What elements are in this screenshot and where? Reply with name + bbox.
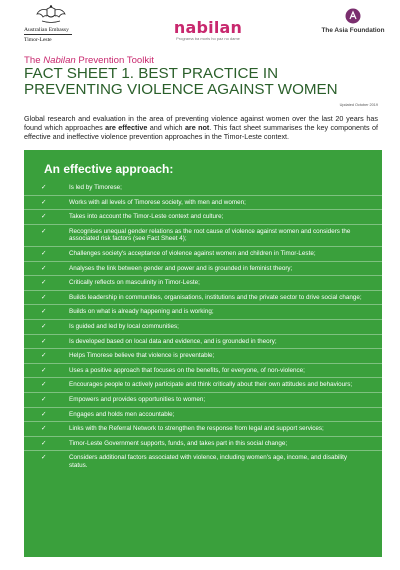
embassy-divider <box>24 34 72 35</box>
checkmark-icon: ✓ <box>41 279 47 287</box>
list-item <box>24 392 382 407</box>
checkmark-icon: ✓ <box>41 213 47 221</box>
embassy-country: Timor-Leste <box>24 37 52 44</box>
checkmark-icon: ✓ <box>41 454 47 462</box>
list-item <box>24 275 382 290</box>
list-item-text: Considers additional factors associated with violence, including women's age, income, and disability status. <box>69 454 348 469</box>
checkmark-icon: ✓ <box>41 366 47 374</box>
list-item-text: Uses a positive approach that focuses on the benefits, for everyone, of non-violence; <box>69 366 305 374</box>
list-item <box>24 450 382 472</box>
list-item-text: Engages and holds men accountable; <box>69 410 175 418</box>
list-item <box>24 209 382 224</box>
intro-bold-not: are not <box>184 123 210 132</box>
list-item-text: Works with all levels of Timorese society, with men and women; <box>69 198 246 206</box>
list-item <box>24 363 382 378</box>
list-item-text: Timor-Leste Government supports, funds, and takes part in this social change; <box>69 439 288 447</box>
checkmark-icon: ✓ <box>41 184 47 191</box>
box-heading: An effective approach: <box>44 162 174 176</box>
intro-text-1: Global research and evaluation in the area of preventing violence against women over the last 20 years has found which approaches <box>24 114 378 132</box>
list-item-text: Critically reflects on masculinity in Timor-Leste; <box>69 279 200 287</box>
list-item-text: Recognises unequal gender relations as the root cause of violence against women and considers the associated risk factors (see Fact Sheet 4); <box>69 227 351 243</box>
list-item-text: Helps Timorese believe that violence is preventable; <box>69 352 215 360</box>
intro-bold-effective: are effective <box>105 123 148 132</box>
list-item <box>24 421 382 436</box>
checkmark-icon: ✓ <box>41 293 47 301</box>
coat-of-arms-icon <box>34 5 68 25</box>
checkmark-icon: ✓ <box>41 395 47 403</box>
embassy-name: Australian Embassy <box>24 27 69 33</box>
toolkit-suffix: Prevention Toolkit <box>75 55 154 66</box>
list-item <box>24 224 382 246</box>
list-item <box>24 407 382 422</box>
checkmark-icon: ✓ <box>41 249 47 257</box>
list-item-text: Builds leadership in communities, organisations, institutions and the private sector to drive social change; <box>69 293 362 301</box>
checkmark-icon: ✓ <box>41 352 47 360</box>
checkmark-icon: ✓ <box>41 322 47 330</box>
checkmark-icon: ✓ <box>41 227 47 235</box>
intro-text-3: . This fact sheet summarises the key components of effective and ineffective violence prevention approaches in the Timor-Leste context. <box>24 123 379 141</box>
list-item-text: Links with the Referral Network to strengthen the response from legal and support services; <box>69 425 324 433</box>
list-item <box>24 246 382 261</box>
effective-approach-box <box>24 150 382 557</box>
checkmark-icon: ✓ <box>41 439 47 447</box>
toolkit-prefix: The <box>24 55 44 66</box>
intro-paragraph <box>24 114 378 141</box>
list-item <box>24 290 382 305</box>
asia-foundation-logo <box>318 8 388 34</box>
list-item <box>24 348 382 363</box>
list-item <box>24 377 382 392</box>
checkmark-icon: ✓ <box>41 410 47 418</box>
asia-foundation-name: The Asia Foundation <box>321 27 385 34</box>
list-item <box>24 334 382 349</box>
nabilan-wordmark: nabilan <box>173 18 243 37</box>
intro-text-2: and which <box>147 123 185 132</box>
list-item-text: Empowers and provides opportunities to women; <box>69 395 206 403</box>
approach-list <box>24 181 382 472</box>
checkmark-icon: ✓ <box>41 337 47 345</box>
list-item-text: Takes into account the Timor-Leste context and culture; <box>69 213 224 221</box>
nabilan-tagline: Programa ba moris ho paz no dame <box>176 36 240 41</box>
list-item-text: Is led by Timorese; <box>69 184 122 191</box>
list-item <box>24 181 382 195</box>
checkmark-icon: ✓ <box>41 381 47 389</box>
list-item-text: Builds on what is already happening and is working; <box>69 308 214 316</box>
list-item-text: Analyses the link between gender and power and is grounded in feminist theory; <box>69 264 293 272</box>
checkmark-icon: ✓ <box>41 198 47 206</box>
checkmark-icon: ✓ <box>41 308 47 316</box>
list-item-text: Is guided and led by local communities; <box>69 322 179 330</box>
list-item <box>24 261 382 276</box>
checkmark-icon: ✓ <box>41 264 47 272</box>
list-item <box>24 436 382 451</box>
list-item-text: Is developed based on local data and evidence, and is grounded in theory; <box>69 337 277 345</box>
list-item-text: Challenges society's acceptance of violence against women and children in Timor-Leste; <box>69 249 316 257</box>
checkmark-icon: ✓ <box>41 425 47 433</box>
list-item <box>24 304 382 319</box>
updated-date: Updated October 2019 <box>339 103 378 107</box>
list-item <box>24 195 382 210</box>
list-item-text: Encourages people to actively participate and think critically about their own attitudes and behaviours; <box>69 381 353 389</box>
nabilan-logo <box>162 20 254 41</box>
asia-foundation-mark-icon <box>345 8 361 24</box>
list-item <box>24 319 382 334</box>
page-title: FACT SHEET 1. BEST PRACTICE IN PREVENTING VIOLENCE AGAINST WOMEN <box>24 65 338 99</box>
toolkit-name: Nabilan <box>43 55 76 66</box>
australian-embassy-logo <box>24 5 84 43</box>
